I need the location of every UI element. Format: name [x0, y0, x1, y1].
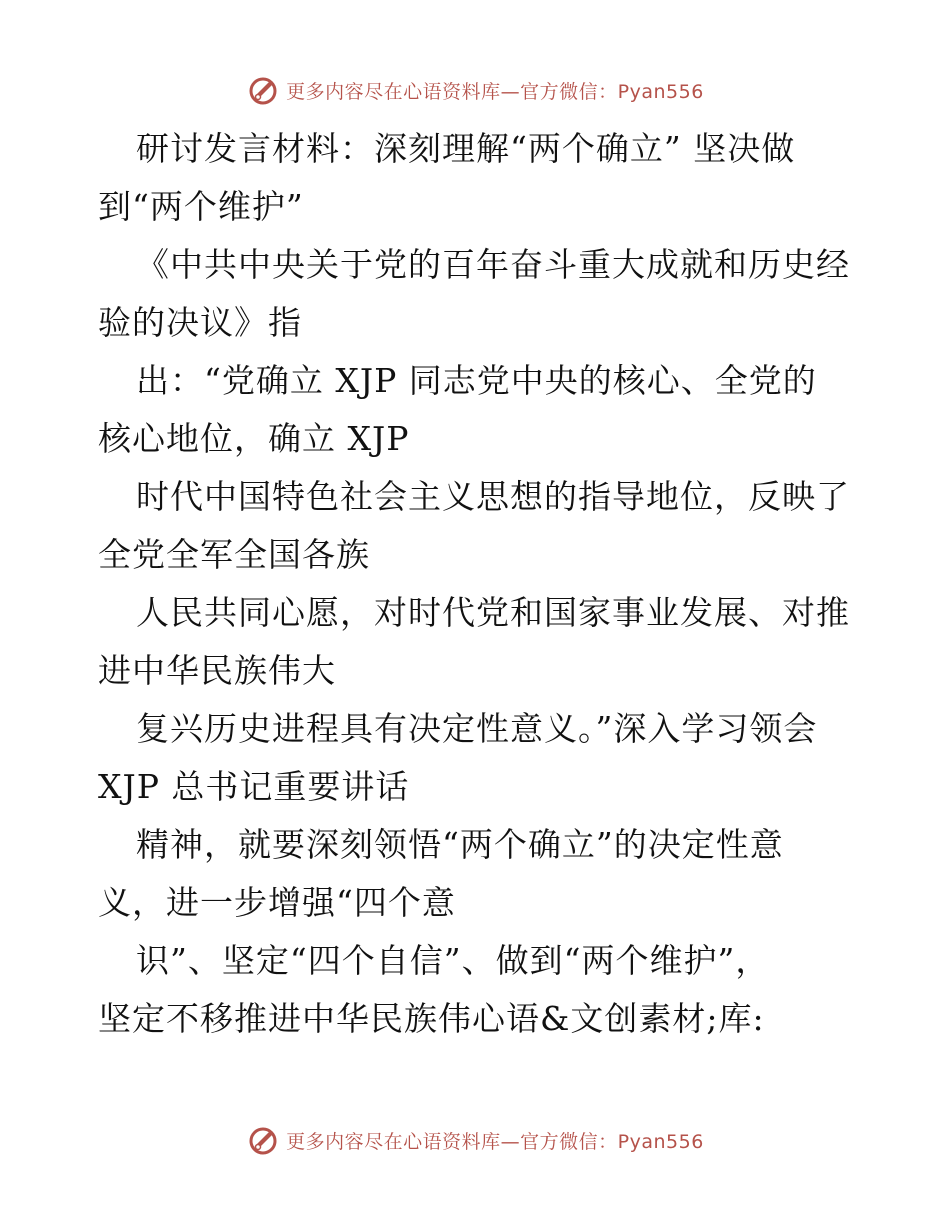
body-line: 到“两个维护” — [98, 187, 304, 226]
body-line: 全党全军全国各族 — [98, 535, 370, 574]
body-line: 出：“党确立 XJP 同志党中央的核心、全党的 — [136, 361, 817, 400]
footer-banner-text: 更多内容尽在心语资料库—官方微信：Pyan556 — [286, 1130, 704, 1153]
body-line: 核心地位，确立 XJP — [98, 419, 410, 458]
brush-circle-icon — [246, 1123, 280, 1157]
header-banner — [0, 70, 950, 110]
document-body — [98, 120, 858, 1048]
header-banner-text: 更多内容尽在心语资料库—官方微信：Pyan556 — [286, 80, 704, 103]
body-line: 识”、坚定“四个自信”、做到“两个维护”， — [136, 941, 770, 980]
body-line: 义，进一步增强“四个意 — [98, 883, 456, 922]
body-line: 坚定不移推进中华民族伟心语&文创素材;库: — [98, 999, 765, 1038]
body-line: 《中共中央关于党的百年奋斗重大成就和历史经 — [136, 245, 850, 284]
brush-circle-icon — [246, 73, 280, 107]
body-line: XJP 总书记重要讲话 — [98, 767, 410, 806]
body-line: 验的决议》指 — [98, 303, 302, 342]
body-line: 时代中国特色社会主义思想的指导地位，反映了 — [136, 477, 850, 516]
body-line: 精神，就要深刻领悟“两个确立”的决定性意 — [136, 825, 784, 864]
header-banner-inner — [246, 73, 704, 107]
footer-banner-inner — [246, 1123, 704, 1157]
body-line: 复兴历史进程具有决定性意义。”深入学习领会 — [136, 709, 818, 748]
body-line: 人民共同心愿，对时代党和国家事业发展、对推 — [136, 593, 850, 632]
body-line: 进中华民族伟大 — [98, 651, 336, 690]
footer-banner — [0, 1120, 950, 1160]
body-line: 研讨发言材料：深刻理解“两个确立” 坚决做 — [136, 129, 796, 168]
